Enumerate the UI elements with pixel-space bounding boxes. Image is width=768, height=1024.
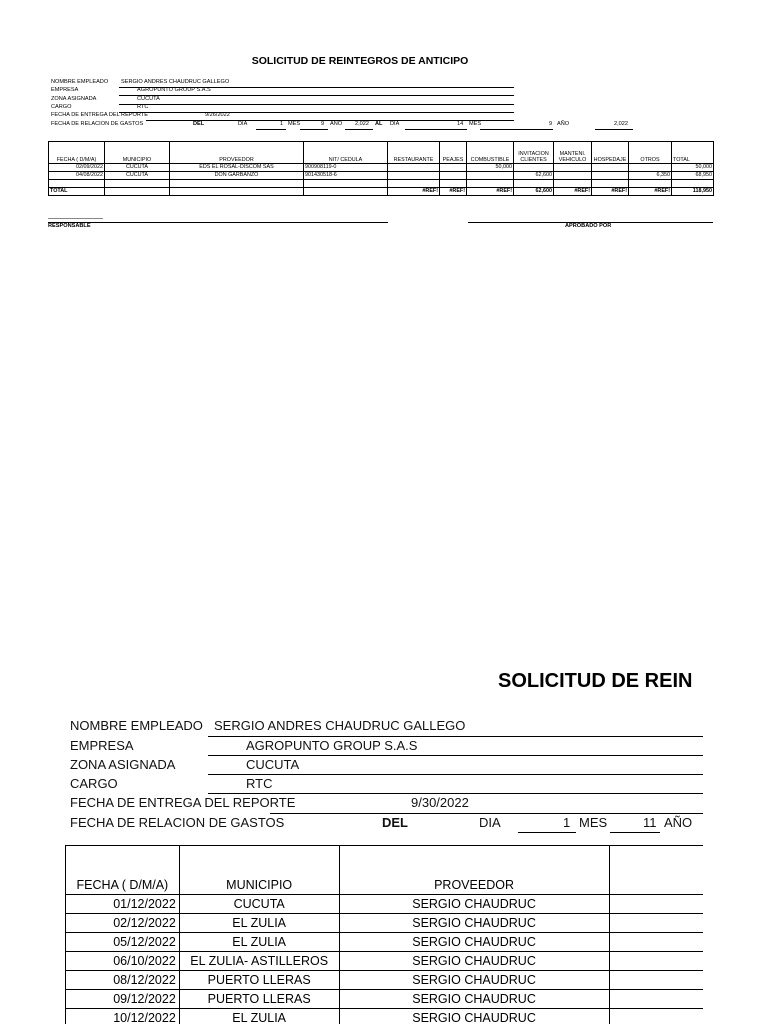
table-row [66, 895, 768, 914]
cell: SERGIO CHAUDRUC [339, 895, 609, 914]
cell: CUCUTA [105, 164, 170, 172]
cell [514, 164, 554, 172]
table-row [49, 172, 714, 180]
cell: SERGIO CHAUDRUC [339, 952, 609, 971]
header-cell: OTROS [629, 142, 672, 164]
cell: 62,600 [514, 188, 554, 196]
ano2-label: AÑO [557, 121, 570, 127]
cell: 50,000 [467, 164, 514, 172]
cell: 04/08/2022 [49, 172, 105, 180]
cell: 50,000 [672, 164, 714, 172]
grand-total: 118,950 [672, 188, 714, 196]
header-cell: FECHA ( D/M/A) [49, 142, 105, 164]
header-cell: MUNICIPIO [179, 846, 339, 895]
cell [440, 172, 467, 180]
cell: SERGIO CHAUDRUC [339, 933, 609, 952]
cargo-label: CARGO [51, 104, 72, 110]
mes-label: MES [288, 121, 301, 127]
mes2-label: MES [469, 121, 482, 127]
relacion-label: FECHA DE RELACION DE GASTOS [51, 121, 144, 127]
header-cell: COMBUSTIBLE [467, 142, 514, 164]
cell: EL ZULIA- ASTILLEROS [179, 952, 339, 971]
entrega-value: 9/26/2022 [205, 112, 230, 118]
cell [592, 180, 629, 188]
cell [440, 180, 467, 188]
total-label: TOTAL [49, 188, 105, 196]
header-cell: MUNICIPIO [105, 142, 170, 164]
empresa-label: EMPRESA [51, 87, 79, 93]
cell: EL ZULIA [179, 1009, 339, 1024]
cell: 05/12/2022 [66, 933, 180, 952]
expense-sheet-small [0, 0, 768, 240]
nombre-label: NOMBRE EMPLEADO [51, 79, 109, 85]
del-label: DEL [382, 815, 408, 830]
cell [514, 180, 554, 188]
cell: 02/12/2022 [66, 914, 180, 933]
cell: 06/10/2022 [66, 952, 180, 971]
relacion-label: FECHA DE RELACION DE GASTOS [70, 815, 285, 830]
zona-value: CUCUTA [137, 96, 160, 102]
entrega-value: 9/30/2022 [411, 795, 469, 810]
table-header [49, 142, 714, 164]
del-label: DEL [193, 121, 205, 127]
cell: 62,600 [514, 172, 554, 180]
cell: #REF! [592, 188, 629, 196]
cell [440, 164, 467, 172]
responsable-label: RESPONSABLE [48, 223, 91, 229]
cell: EL ZULIA [179, 933, 339, 952]
header-cell: RESTAURANTE [388, 142, 440, 164]
dia-value: 1 [280, 121, 284, 127]
expense-table [48, 141, 714, 196]
al-label: AL [375, 121, 383, 127]
dia-label: DIA [238, 121, 248, 127]
header-cell: PROVEEDOR [170, 142, 304, 164]
cell: SERGIO CHAUDRUC [339, 990, 609, 1009]
cell: SERGIO CHAUDRUC [339, 914, 609, 933]
empresa-value: AGROPUNTO GROUP S.A.S [246, 738, 418, 753]
cell [170, 180, 304, 188]
page-margin [703, 640, 768, 1024]
cell: 09/12/2022 [66, 990, 180, 1009]
cell [304, 188, 388, 196]
entrega-label: FECHA DE ENTREGA DEL REPORTE [70, 795, 296, 810]
cell [467, 172, 514, 180]
cell: PUERTO LLERAS [179, 990, 339, 1009]
cell [592, 172, 629, 180]
sheet-title: SOLICITUD DE REINTEGROS DE ANTICIPO [251, 55, 469, 67]
table-row [49, 164, 714, 172]
dia2-value: 14 [457, 121, 464, 127]
table-row [66, 914, 768, 933]
cell [388, 172, 440, 180]
header-cell: PROVEEDOR [339, 846, 609, 895]
mes2-value: 9 [549, 121, 553, 127]
cell: CUCUTA [179, 895, 339, 914]
cell [388, 180, 440, 188]
cell: SERGIO CHAUDRUC [339, 1009, 609, 1024]
entrega-label: FECHA DE ENTREGA DEL REPORTE [51, 112, 148, 118]
ano-label: AÑO [664, 815, 693, 830]
mes-label: MES [579, 815, 608, 830]
header-cell: FECHA ( D/M/A) [66, 846, 180, 895]
cell [388, 164, 440, 172]
cell: #REF! [629, 188, 672, 196]
empresa-value: AGROPUNTO GROUP S.A.S [137, 87, 211, 93]
nombre-label: NOMBRE EMPLEADO [70, 718, 203, 733]
cell [629, 180, 672, 188]
cell: #REF! [388, 188, 440, 196]
cell: EDS EL ROSAL-DISCOM SAS [170, 164, 304, 172]
table-row [66, 990, 768, 1009]
dia-value: 1 [563, 815, 571, 830]
cell: 6,350 [629, 172, 672, 180]
cargo-value: RTC [137, 104, 149, 110]
cell [629, 164, 672, 172]
ano2-value: 2,022 [614, 121, 628, 127]
ano-label: AÑO [330, 121, 343, 127]
aprobado-label: APROBADO POR [565, 223, 612, 229]
cell [105, 180, 170, 188]
cell [672, 180, 714, 188]
sheet-title: SOLICITUD DE REIN [498, 670, 693, 692]
cell: 01/12/2022 [66, 895, 180, 914]
cell: 900908119-0 [304, 164, 388, 172]
cell [554, 164, 592, 172]
cell: SERGIO CHAUDRUC [339, 971, 609, 990]
cell [554, 180, 592, 188]
cell: #REF! [467, 188, 514, 196]
mes-value: 11 [643, 815, 657, 830]
header-cell: INVITACION CLIENTES [514, 142, 554, 164]
cell: 08/12/2022 [66, 971, 180, 990]
cell: #REF! [440, 188, 467, 196]
table-row [66, 933, 768, 952]
cell: 02/09/2022 [49, 164, 105, 172]
table-row [66, 1009, 768, 1024]
header-cell: HOSPEDAJE [592, 142, 629, 164]
cell: 901430518-6 [304, 172, 388, 180]
zona-label: ZONA ASIGNADA [70, 757, 176, 772]
cell [170, 188, 304, 196]
expense-sheet-zoomed [0, 640, 768, 1024]
expense-table [65, 845, 768, 1024]
cell [105, 188, 170, 196]
table-header [66, 846, 768, 895]
cell [554, 172, 592, 180]
dia2-label: DIA [390, 121, 400, 127]
empresa-label: EMPRESA [70, 738, 134, 753]
table-row [66, 952, 768, 971]
header-cell: TOTAL [672, 142, 714, 164]
cell [304, 180, 388, 188]
header-cell: PEAJES [440, 142, 467, 164]
cell [467, 180, 514, 188]
table-row [49, 180, 714, 188]
cell: 10/12/2022 [66, 1009, 180, 1024]
cargo-value: RTC [246, 776, 273, 791]
cargo-label: CARGO [70, 776, 118, 791]
table-row [66, 971, 768, 990]
cell: #REF! [554, 188, 592, 196]
cell: PUERTO LLERAS [179, 971, 339, 990]
dia-label: DIA [479, 815, 501, 830]
cell: EL ZULIA [179, 914, 339, 933]
cell: DON GARBANZO [170, 172, 304, 180]
total-row [49, 188, 714, 196]
zona-label: ZONA ASIGNADA [51, 96, 97, 102]
cell [592, 164, 629, 172]
header-cell: NIT/ CEDULA [304, 142, 388, 164]
mes-value: 9 [321, 121, 325, 127]
nombre-value: SERGIO ANDRES CHAUDRUC GALLEGO [121, 79, 230, 85]
cell: CUCUTA [105, 172, 170, 180]
zona-value: CUCUTA [246, 757, 300, 772]
cell [49, 180, 105, 188]
nombre-value: SERGIO ANDRES CHAUDRUC GALLEGO [214, 718, 466, 733]
cell: 68,950 [672, 172, 714, 180]
ano-value: 2,022 [355, 121, 369, 127]
header-cell: MANTENI. VEHICULO [554, 142, 592, 164]
